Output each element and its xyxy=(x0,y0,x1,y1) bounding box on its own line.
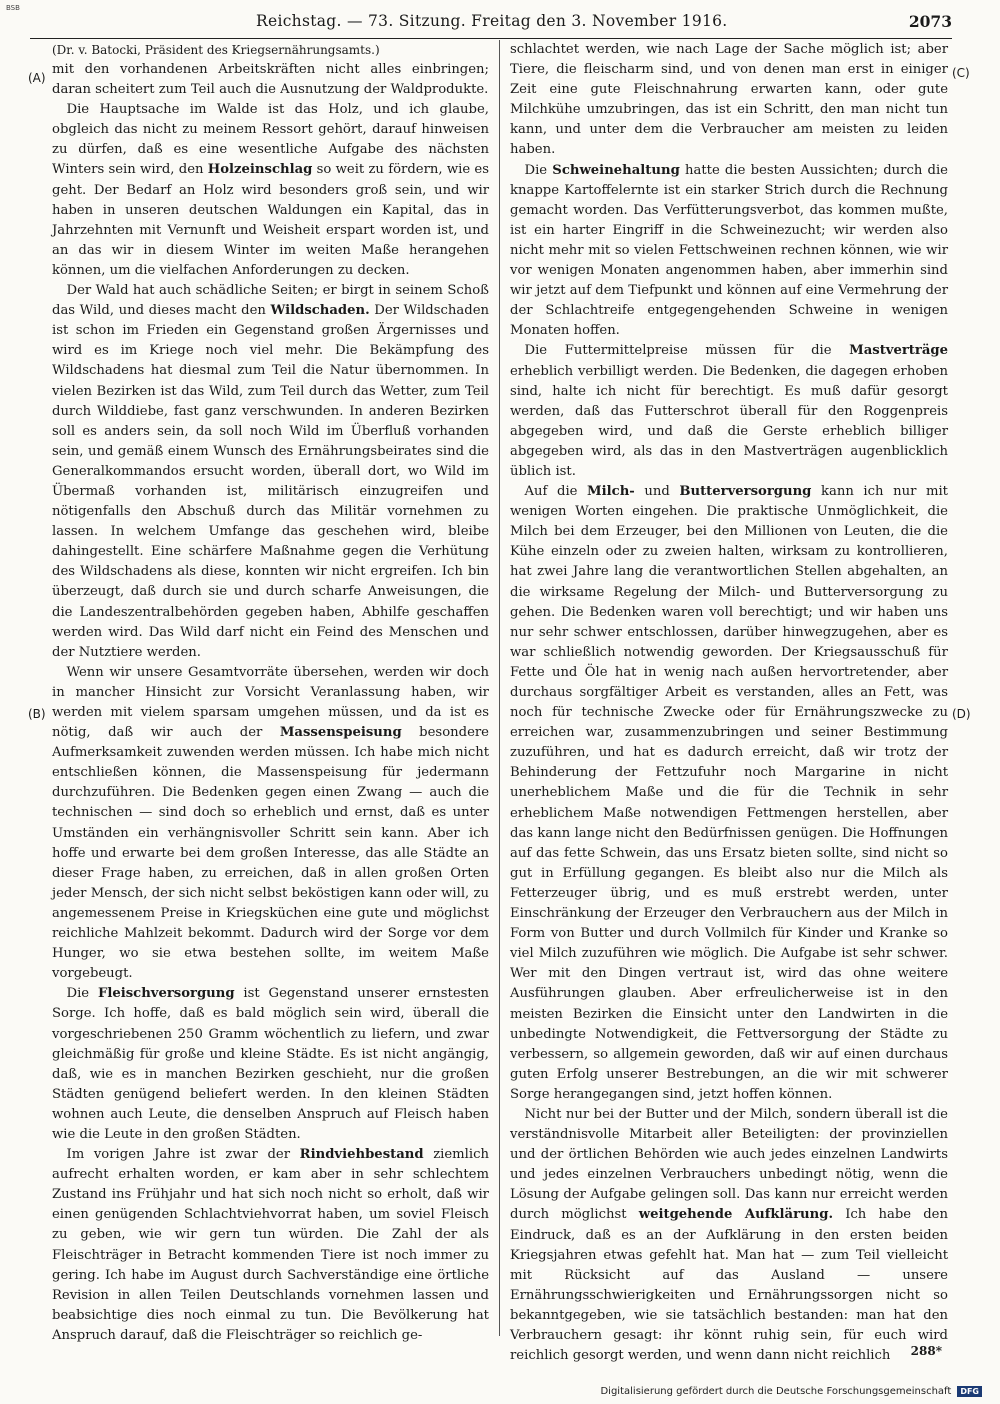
keyword: Schweinehaltung xyxy=(552,162,680,178)
keyword: Butterversorgung xyxy=(679,484,812,500)
keyword: Mastverträge xyxy=(849,343,948,359)
right-column xyxy=(510,40,948,1366)
keyword: Milch- xyxy=(587,484,635,500)
left-column xyxy=(52,40,489,1346)
paragraph: mit den vorhandenen Arbeitskräften nicht alles einbringen; daran scheitert zum Teil auch die Ausnutzung der Waldprodukte. xyxy=(52,62,489,98)
header-title: Reichstag. — 73. Sitzung. Freitag den 3. November 1916. xyxy=(256,12,728,30)
keyword: Holzeinschlag xyxy=(207,162,313,178)
paragraph: Die Hauptsache im Walde ist das Holz, und ich glaube, obgleich das nicht zu meinem Ressort gehört, darauf hinweisen zu dürfen, daß es eine wesentliche Aufgabe des nächsten Winters sein wird, den Holzeinschlag so weit zu fördern, wie es geht. Der Bedarf an Holz wird besonders groß sein, und wir haben in unseren deutschen Waldungen ein Kapital, das in Jahrzehnten mit Vernunft und Weisheit erspart worden ist, und an das wir in diesem Winter im weiten Maße herangehen können, um die vielfachen Anforderungen zu decken. xyxy=(52,102,489,278)
sheet-signature: 288* xyxy=(910,1344,942,1358)
keyword: Fleischversorgung xyxy=(97,986,235,1002)
footer-text: Digitalisierung gefördert durch die Deutsche Forschungsgemeinschaft xyxy=(600,1386,952,1397)
header-rule xyxy=(30,38,952,39)
dfg-logo: DFG xyxy=(957,1386,982,1397)
speaker-note: (Dr. v. Batocki, Präsident des Kriegsernährungsamts.) xyxy=(52,43,380,57)
page-header xyxy=(78,8,952,38)
paragraph: Im vorigen Jahre ist zwar der Rindviehbestand ziemlich aufrecht erhalten worden, er kam aber in sehr schlechtem Zustand ins Frühjahr und hat sich noch nicht so erholt, daß wir einen genügenden Schlachtviehvorrat haben, um soviel Fleisch zu geben, wie wir gern tun würden. Die Zahl der als Fleischträger in Betracht kommenden Tiere ist noch immer zu gering. Ich habe im August durch Sachverständige eine örtliche Revision in allen Teilen Deutschlands vornehmen lassen und beabsichtige dies noch einmal zu tun. Die Bevölkerung hat Anspruch darauf, daß die Fleischträger so reichlich ge- xyxy=(52,1147,489,1343)
page-number: 2073 xyxy=(908,12,952,31)
library-stamp: BSB xyxy=(6,4,20,12)
paragraph: schlachtet werden, wie nach Lage der Sache möglich ist; aber Tiere, die fleischarm sind, und von denen man erst in einiger Zeit eine gute Fleischnahrung erwarten kann, oder gute Milchkühe umzubringen, das ist ein Schritt, den man nicht tun kann, und unter dem die Verbraucher am meisten zu leiden haben. xyxy=(510,42,948,158)
paragraph: Die Schweinehaltung hatte die besten Aussichten; durch die knappe Kartoffelernte ist ein starker Strich durch die Rechnung gemacht worden. Das Verfütterungsverbot, das kommen mußte, ist ein harter Eingriff in die Schweinezucht; wir werden also nicht mehr mit so vielen Fettschweinen rechnen können, wie wir vor wenigen Monaten angenommen haben, aber immerhin sind wir jetzt auf dem Tiefpunkt und können auf eine Vermehrung der der Schlachtreife entgegengehenden Schweine in wenigen Monaten hoffen. xyxy=(510,162,948,339)
margin-mark-d: (D) xyxy=(952,707,971,721)
paragraph: Die Fleischversorgung ist Gegenstand unserer ernstesten Sorge. Ich hoffe, daß es bald möglich sein wird, überall die vorgeschriebenen 250 Gramm wöchentlich zu liefern, und zwar gleichmäßig für große und kleine Städte. Es ist nicht angängig, daß, wie es in manchen Bezirken geschieht, nur die großen Städten genügend beliefert werden. In den kleinen Städten wohnen auch Leute, die denselben Anspruch auf Fleisch haben wie die Leute in den großen Städten. xyxy=(52,986,489,1142)
paragraph: Auf die Milch- und Butterversorgung kann ich nur mit wenigen Worten eingehen. Die praktische Unmöglichkeit, die Milch bei dem Erzeuger, bei den Millionen von Leuten, die die Kühe einzeln oder zu zweien halten, wirksam zu kontrollieren, hat zwei Jahre lang die verantwortlichen Stellen abgehalten, an die wirksame Regelung der Milch- und Butterversorgung zu gehen. Die Bedenken waren voll berechtigt; und wir haben uns nur sehr schwer entschlossen, darüber hinwegzugehen, aber es war schließlich notwendig geworden. Der Kriegsausschuß für Fette und Öle hat in wenig nach außen hervortretender, aber durchaus sorgfältiger Arbeit es verstanden, alles an Fett, was noch für technische Zwecke oder für Ernährungszwecke zu erreichen war, zusammenzubringen und seiner Bestimmung zuzuführen, und hat es dadurch erreicht, daß wir trotz der Behinderung der Fettzufuhr noch Margarine in nicht unerheblichem Maße und die für die Technik in sehr erheblichem Maße notwendigen Fettmengen herstellen, aber das kann lange nicht den Bedürfnissen genügen. Die Hoffnungen auf das fette Schwein, das uns Ersatz bieten sollte, sind nicht so gut in Erfüllung gegangen. Es bleibt also nur die Milch als Fetterzeuger übrig, und es muß erstrebt werden, unter Einschränkung der Erzeuger den Verbrauchern aus der Milch in Form von Butter und durch Vollmilch für Kinder und Kranke so viel Milch zuzuführen wie möglich. Die Aufgabe ist sehr schwer. Wer mit den Dingen vertraut ist, wird das ohne weitere Ausführungen glauben. Aber erfreulicherweise ist in den meisten Bezirken die Einsicht unter den Landwirten in die unbedingte Notwendigkeit, die Fettversorgung der Städte zu verbessern, so allgemein geworden, daß wir auf einen durchaus guten Erfolg unserer Bestrebungen, an die wir mit schwerer Sorge herangegangen sind, jetzt hoffen können. xyxy=(510,484,948,1102)
paragraph: Wenn wir unsere Gesamtvorräte übersehen, werden wir doch in mancher Hinsicht zur Vorsicht Veranlassung haben, wir werden mit vielem sparsam umgehen müssen, und da ist es nötig, daß wir auch der Massenspeisung besondere Aufmerksamkeit zuwenden werden müssen. Ich habe mich nicht entschließen können, die Massenspeisung für jedermann durchzuführen. Die Bedenken gegen einen Zwang — auch die technischen — sind doch so erheblich und ernst, daß es unter Umständen ein verhängnisvoller Schritt sein kann. Aber ich hoffe und erwarte bei dem großen Interesse, das alle Städte an dieser Frage haben, zu erreichen, daß in allen großen Orten jeder Mensch, der sich nicht selbst beköstigen kann oder will, zu angemessenem Preise in Kriegsküchen eine gute und möglichst reichliche Mahlzeit bekommt. Dadurch wird der Sorge vor dem Hunger, wo sie etwa bestehen sollte, im weitem Maße vorgebeugt. xyxy=(52,664,489,982)
paragraph: Der Wald hat auch schädliche Seiten; er birgt in seinem Schoß das Wild, und dieses macht den Wildschaden. Der Wildschaden ist schon im Frieden ein Gegenstand großen Ärgernisses und wird es im Kriege noch viel mehr. Die Bekämpfung des Wildschadens hat diesmal zum Teil die Natur übernommen. In vielen Bezirken ist das Wild, zum Teil durch das Wetter, zum Teil durch Wilddiebe, fast ganz verschwunden. In anderen Bezirken soll es anders sein, da soll noch Wild im Überfluß vorhanden sein, und gemäß einem Wunsch des Ernährungsbeirates sind die Generalkommandos ersucht worden, überall dort, wo Wild im Übermaß vorhanden ist, militärisch einzugreifen und nötigenfalls den Abschuß durch das Militär vornehmen zu lassen. In welchem Umfange das geschehen wird, bleibe dahingestellt. Eine schärfere Maßnahme gegen die Verhütung des Wildschadens als diese, konnten wir nicht ergreifen. Ich bin überzeugt, daß durch sie und durch scharfe Anweisungen, die die Landeszentralbehörden gegeben haben, Abhilfe geschaffen werden wird. Das Wild darf nicht ein Feind des Menschen und der Nutztiere werden. xyxy=(52,283,490,660)
margin-mark-b: (B) xyxy=(28,707,46,721)
column-separator xyxy=(499,40,500,1336)
keyword: Wildschaden. xyxy=(270,303,370,319)
keyword: Rindviehbestand xyxy=(299,1147,424,1163)
keyword: Massenspeisung xyxy=(279,725,402,741)
footer xyxy=(600,1386,982,1397)
margin-mark-a: (A) xyxy=(28,71,46,85)
margin-mark-c: (C) xyxy=(952,66,970,80)
keyword: weitgehende Aufklärung. xyxy=(638,1207,834,1223)
paragraph: Nicht nur bei der Butter und der Milch, sondern überall ist die verständnisvolle Mitarbeit aller Beteiligten: der provinziellen und der örtlichen Behörden wie auch jedes einzelnen Landwirts und jedes einzelnen Verbrauchers unbedingt nötig, wenn die Lösung der Aufgabe gelingen soll. Das kann nur erreicht werden durch möglichst weitgehende Aufklärung. Ich habe den Eindruck, daß es an der Aufklärung in den ersten beiden Kriegsjahren etwas gefehlt hat. Man hat — zum Teil vielleicht mit Rücksicht auf das Ausland — unsere Ernährungsschwierigkeiten und Ernährungssorgen nicht so bekanntgegeben, wie sie tatsächlich bestanden: man hat den Verbrauchern gesagt: ihr könnt ruhig sein, für euch wird reichlich gesorgt werden, und wenn dann nicht reichlich xyxy=(510,1106,948,1364)
paragraph: Die Futtermittelpreise müssen für die Mastverträge erheblich verbilligt werden. Die Bedenken, die dagegen erhoben sind, halte ich nicht für berechtigt. Es muß dafür gesorgt werden, daß das Futterschrot überall für den Roggenpreis abgegeben wird, und daß die Gerste erheblich billiger abgegeben wird, als das in den Mastverträgen augenblicklich üblich ist. xyxy=(510,343,948,479)
